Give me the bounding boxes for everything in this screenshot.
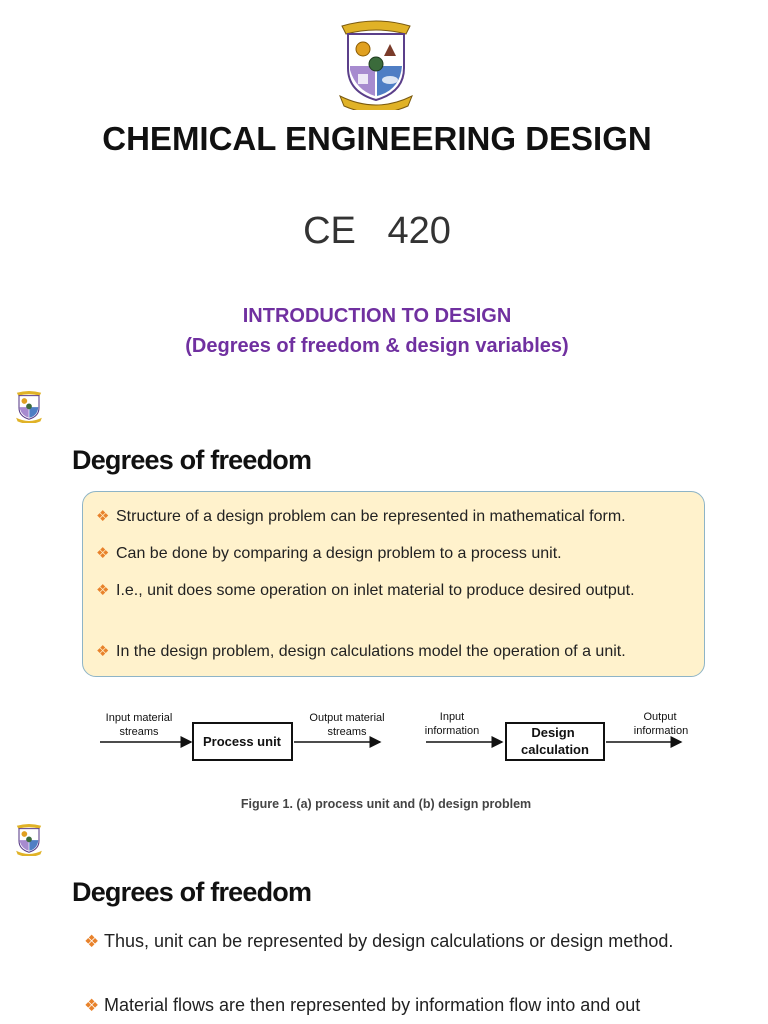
design-output-label-2: information — [633, 725, 689, 737]
list-item — [96, 580, 693, 602]
diamond-bullet-icon: ❖ — [96, 643, 110, 660]
design-input-label-2: information — [424, 725, 480, 737]
bullet-text: Thus, unit can be represented by design calculations or design method. — [104, 931, 674, 951]
section-heading: Degrees of freedom — [72, 445, 312, 475]
process-unit-label: Process unit — [202, 734, 282, 749]
subtitle-line-1: INTRODUCTION TO DESIGN — [242, 305, 512, 327]
design-output-label-1: Output — [643, 711, 677, 723]
process-vs-design-diagram — [90, 705, 710, 775]
bullet-text: Material flows are then represented by information flow into and out — [104, 995, 641, 1015]
design-box-label-2: calculation — [521, 742, 589, 757]
university-crest-icon — [334, 16, 418, 110]
design-box-label-1: Design — [531, 725, 575, 740]
process-output-label-2: streams — [327, 726, 367, 738]
presentation-title: CHEMICAL ENGINEERING DESIGN — [102, 120, 652, 157]
diamond-bullet-icon: ❖ — [84, 932, 100, 951]
list-item — [84, 929, 700, 954]
course-code: CE 420 — [303, 210, 451, 252]
university-crest-icon — [14, 389, 44, 423]
diamond-bullet-icon: ❖ — [96, 545, 110, 562]
section-heading: Degrees of freedom — [72, 877, 312, 907]
process-input-label-2: streams — [119, 726, 159, 738]
process-input-label-1: Input material — [105, 712, 173, 724]
diamond-bullet-icon: ❖ — [96, 582, 110, 599]
bullet-text: In the design problem, design calculations model the operation of a unit. — [116, 643, 626, 660]
figure-caption: Figure 1. (a) process unit and (b) design problem — [240, 797, 532, 811]
design-input-label-1: Input — [439, 711, 465, 723]
list-item — [96, 543, 693, 565]
diamond-bullet-icon: ❖ — [84, 996, 100, 1015]
bullet-text: I.e., unit does some operation on inlet material to produce desired output. — [116, 582, 635, 599]
diamond-bullet-icon: ❖ — [96, 508, 110, 525]
university-crest-icon — [14, 822, 44, 856]
subtitle-line-2: (Degrees of freedom & design variables) — [185, 335, 569, 357]
bullet-text: Can be done by comparing a design problem to a process unit. — [116, 545, 562, 562]
list-item — [96, 641, 693, 663]
list-item — [96, 506, 693, 528]
bullet-text: Structure of a design problem can be represented in mathematical form. — [116, 508, 626, 525]
list-item — [84, 993, 700, 1018]
process-output-label-1: Output material — [309, 712, 385, 724]
